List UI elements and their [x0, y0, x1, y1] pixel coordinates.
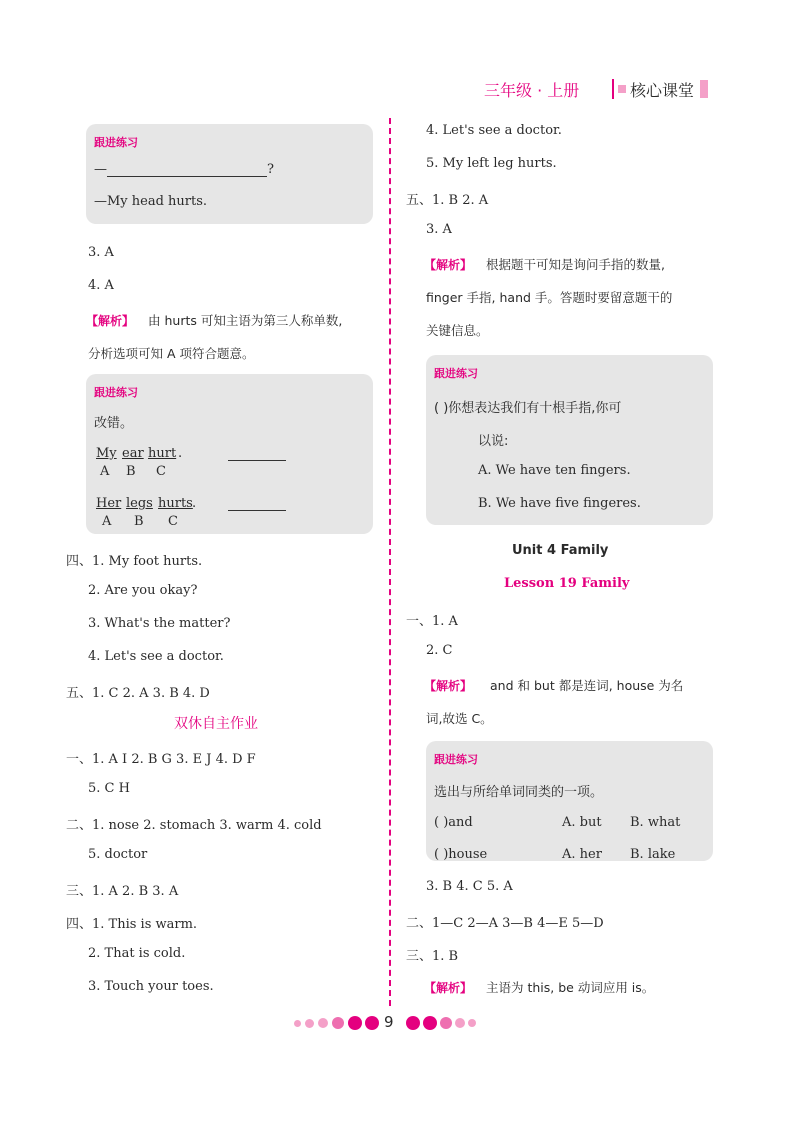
- answer-line: 二、1—C 2—A 3—B 4—E 5—D: [406, 916, 604, 931]
- practice-box-title: 跟进练习: [434, 367, 478, 380]
- analysis-text: 词,故选 C。: [426, 711, 493, 726]
- dash: —: [94, 162, 107, 177]
- section-4-item: 2. Are you okay?: [88, 583, 198, 598]
- lesson-title: Lesson 19 Family: [504, 576, 630, 591]
- decor-dot-icon: [406, 1016, 420, 1030]
- answer-line: 5. My left leg hurts.: [426, 156, 557, 171]
- analysis-text: and 和 but 都是连词, house 为名: [490, 678, 684, 693]
- column-divider: [389, 118, 391, 1006]
- analysis-tag: 【解析】: [86, 314, 135, 328]
- question-line: ( )你想表达我们有十根手指,你可: [434, 401, 622, 416]
- answer-blank: [228, 460, 286, 461]
- question-line: 以说:: [478, 434, 509, 449]
- decor-dot-icon: [455, 1018, 465, 1028]
- option-a: A. her: [562, 847, 602, 862]
- section-5-answers: 五、1. C 2. A 3. B 4. D: [66, 686, 210, 701]
- option-a: A. We have ten fingers.: [478, 463, 631, 478]
- analysis-tag: 【解析】: [424, 679, 473, 693]
- answer-line: 一、1. A: [406, 614, 458, 629]
- decor-dot-icon: [468, 1019, 476, 1027]
- answer-3: 3. A: [88, 245, 114, 260]
- letter-a: A: [102, 514, 112, 529]
- page-number: 9: [384, 1013, 394, 1031]
- word-a: My: [96, 446, 117, 461]
- instruction: 改错。: [94, 416, 134, 431]
- analysis-text: 根据题干可知是询问手指的数量,: [486, 257, 665, 272]
- answer-line: 3. B 4. C 5. A: [426, 879, 513, 894]
- question-item: ( )and: [434, 815, 473, 830]
- option-a: A. but: [562, 815, 602, 830]
- option-b: B. what: [630, 815, 681, 830]
- practice-box-title: 跟进练习: [434, 753, 478, 766]
- analysis-tag: 【解析】: [424, 981, 473, 995]
- core-class-label: 核心课堂: [630, 81, 695, 100]
- weekend-answer: 一、1. A I 2. B G 3. E J 4. D F: [66, 752, 256, 767]
- question-line: [94, 162, 274, 177]
- section-4-item: 4. Let's see a doctor.: [88, 649, 224, 664]
- analysis-text: 主语为 this, be 动词应用 is。: [486, 980, 655, 995]
- decor-dot-icon: [440, 1017, 452, 1029]
- weekend-answer: 四、1. This is warm.: [66, 917, 198, 932]
- section-4-item: 3. What's the matter?: [88, 616, 231, 631]
- word-b: legs: [126, 496, 153, 511]
- grade-label: 三年级 · 上册: [484, 81, 580, 100]
- header-bar-icon: [700, 80, 708, 98]
- letter-c: C: [156, 464, 166, 479]
- period: .: [192, 496, 197, 511]
- practice-box-1: [86, 124, 373, 224]
- answer-blank: [228, 510, 286, 511]
- analysis-text: finger 手指, hand 手。答题时要留意题干的: [426, 290, 673, 305]
- header-separator: [612, 79, 614, 99]
- letter-a: A: [100, 464, 110, 479]
- option-b: B. We have five fingeres.: [478, 496, 641, 511]
- page-header: [484, 76, 724, 102]
- weekend-homework-title: 双休自主作业: [174, 716, 258, 732]
- analysis-text: 分析选项可知 A 项符合题意。: [88, 346, 255, 361]
- practice-box-4: [426, 741, 713, 861]
- word-c: hurt: [148, 446, 177, 461]
- practice-box-2: [86, 374, 373, 534]
- instruction: 选出与所给单词同类的一项。: [434, 785, 604, 800]
- decor-dot-icon: [423, 1016, 437, 1030]
- section-4-item: 四、1. My foot hurts.: [66, 554, 203, 569]
- letter-b: B: [126, 464, 136, 479]
- decor-dot-icon: [332, 1017, 344, 1029]
- word-c: hurts: [158, 496, 193, 511]
- question-item: ( )house: [434, 847, 488, 862]
- letter-c: C: [168, 514, 178, 529]
- practice-box-title: 跟进练习: [94, 136, 138, 149]
- weekend-answer: 三、1. A 2. B 3. A: [66, 884, 179, 899]
- answer-blank: [107, 164, 267, 177]
- answer-4: 4. A: [88, 278, 114, 293]
- header-square-icon: [618, 85, 626, 93]
- weekend-answer: 5. doctor: [88, 847, 148, 862]
- weekend-answer: 2. That is cold.: [88, 946, 186, 961]
- practice-box-title: 跟进练习: [94, 386, 138, 399]
- page-footer: [290, 1013, 510, 1033]
- section-5-answers: 五、1. B 2. A: [406, 193, 489, 208]
- answer-line: 三、1. B: [406, 949, 459, 964]
- weekend-answer: 5. C H: [88, 781, 130, 796]
- weekend-answer: 3. Touch your toes.: [88, 979, 214, 994]
- question-mark: ?: [267, 162, 274, 177]
- answer-line: 4. Let's see a doctor.: [426, 123, 562, 138]
- unit-title: Unit 4 Family: [512, 543, 609, 558]
- letter-b: B: [134, 514, 144, 529]
- practice-box-3: [426, 355, 713, 525]
- word-a: Her: [96, 496, 122, 511]
- analysis-text: 关键信息。: [426, 323, 489, 338]
- period: .: [178, 446, 183, 461]
- analysis-text: 由 hurts 可知主语为第三人称单数,: [148, 313, 343, 328]
- decor-dot-icon: [348, 1016, 362, 1030]
- decor-dot-icon: [318, 1018, 328, 1028]
- weekend-answer: 二、1. nose 2. stomach 3. warm 4. cold: [66, 818, 322, 833]
- answer-line: 2. C: [426, 643, 453, 658]
- option-b: B. lake: [630, 847, 676, 862]
- decor-dot-icon: [294, 1020, 301, 1027]
- word-b: ear: [122, 446, 144, 461]
- section-5-answers: 3. A: [426, 222, 452, 237]
- decor-dot-icon: [305, 1019, 314, 1028]
- answer-line: —My head hurts.: [94, 194, 208, 209]
- decor-dot-icon: [365, 1016, 379, 1030]
- analysis-tag: 【解析】: [424, 258, 473, 272]
